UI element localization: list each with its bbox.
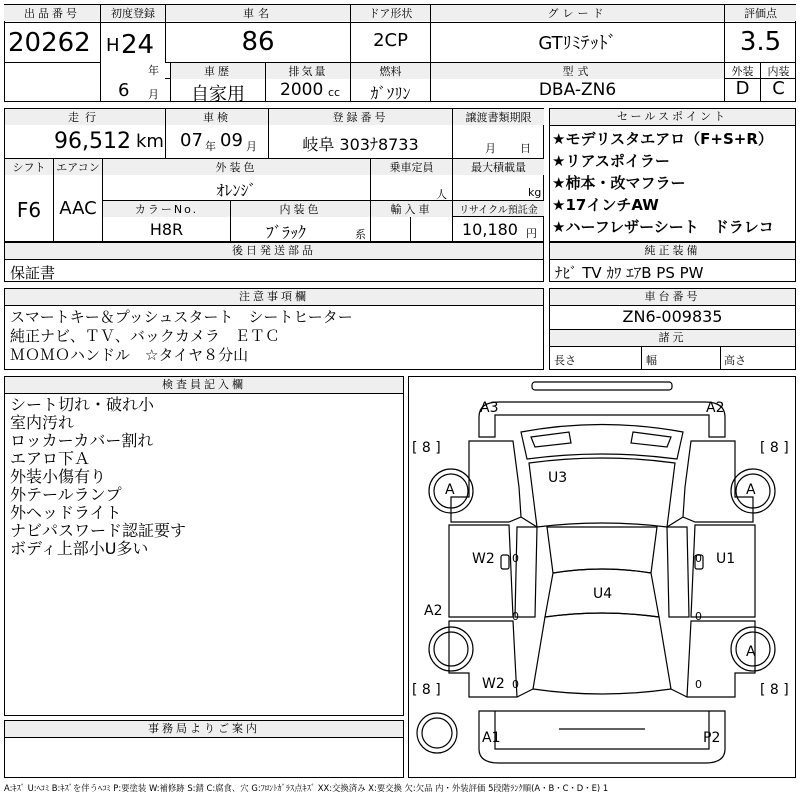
- displacement-label: 排気量: [266, 63, 350, 79]
- chassis-number: ZN6-009835: [622, 307, 723, 326]
- lot-label: 出品番号: [4, 5, 100, 21]
- damage-mark: U1: [716, 551, 736, 567]
- inspector-line: 室内汚れ: [10, 413, 75, 432]
- notes-label: 注意事項欄: [5, 289, 543, 306]
- int-color-unit: 系: [355, 228, 366, 241]
- notes-lines: [10, 308, 353, 365]
- damage-mark: P2: [703, 730, 721, 746]
- inspection-month-unit: 月: [246, 140, 257, 153]
- genuine-equipment-value: ﾅﾋﾞ TV ｶﾜ ｴｱB PS PW: [555, 264, 704, 282]
- car-diagram-svg: [409, 377, 795, 777]
- year-unit: 年: [148, 64, 159, 77]
- grade-label: グレード: [431, 5, 724, 21]
- indicator-mark: 0: [695, 678, 702, 691]
- damage-diagram: [408, 376, 796, 778]
- ext-color-label: 外装色: [103, 159, 370, 175]
- note-line: スマートキー＆プッシュスタート シートヒーター: [10, 308, 353, 326]
- tread-value: 8: [769, 440, 779, 456]
- damage-mark: A2: [706, 400, 725, 416]
- score-label: 評価点: [725, 5, 796, 21]
- height-label: 高さ: [724, 354, 746, 367]
- mileage: 96,512: [54, 129, 131, 154]
- damage-mark: W2: [472, 551, 495, 567]
- lot-number: 20262: [8, 28, 91, 58]
- tire-tread-front-left: [ 8 ]: [412, 682, 441, 698]
- tire-tread-front-right: [ 8 ]: [760, 682, 789, 698]
- damage-mark: A1: [482, 730, 501, 746]
- fuel-label: 燃料: [351, 63, 430, 79]
- inspection-label: 車検: [166, 109, 268, 125]
- legend-text: A:ｷｽﾞ U:ﾍｺﾐ B:ｷｽﾞを伴うﾍｺﾐ P:要塗装 W:補修跡 S:錆 C:腐食、穴 G:ﾌﾛﾝﾄｶﾞﾗｽ点ｷｽﾞ XX:交換済み X:要交換 欠:欠品 内・外装評価 5段階ﾗﾝｸ順(A・B・C・D・E) 1: [4, 783, 609, 793]
- inspection-month: 09: [220, 130, 243, 151]
- tire-tread-rear-right: [ 8 ]: [760, 440, 789, 456]
- selling-point: ★17インチAW: [552, 196, 659, 214]
- tread-value: 8: [421, 440, 431, 456]
- chassis-label: 車台番号: [550, 289, 795, 306]
- mileage-label: 走行: [5, 109, 165, 125]
- later-parts-value: 保証書: [10, 264, 56, 282]
- color-no-label: カラーNo.: [103, 201, 230, 217]
- car-name: 86: [241, 27, 275, 57]
- damage-mark: W2: [482, 676, 505, 692]
- recycle-amount: 10,180: [462, 220, 518, 239]
- indicator-mark: 0: [512, 552, 519, 565]
- model-label: 型式: [431, 63, 724, 79]
- exterior-label: 外装: [731, 65, 754, 78]
- door-label: ドア形状: [351, 5, 430, 21]
- ext-color: ｵﾚﾝｼﾞ: [216, 181, 257, 200]
- indicator-mark: 0: [695, 552, 702, 565]
- selling-points-label: セールスポイント: [550, 109, 795, 126]
- indicator-mark: 0: [512, 610, 519, 623]
- inspection-year-unit: 年: [205, 140, 216, 153]
- car-name-label: 車名: [166, 5, 350, 21]
- dims-label: 諸元: [550, 329, 795, 347]
- transfer-day: 日: [520, 142, 531, 155]
- inspector-line: 外テールランプ: [10, 485, 122, 504]
- inspector-line: ロッカーカバー割れ: [10, 431, 154, 450]
- damage-mark: A2: [424, 603, 443, 619]
- tire-tread-rear-left: [ 8 ]: [412, 440, 441, 456]
- inspector-lines: [10, 396, 186, 558]
- damage-mark: A: [746, 482, 756, 498]
- damage-mark: A: [746, 644, 756, 660]
- transfer-month: 月: [485, 142, 496, 155]
- exterior-grade: D: [735, 78, 750, 99]
- inspector-label: 検査員記入欄: [5, 377, 403, 394]
- genuine-equipment-label: 純正装備: [550, 243, 795, 260]
- damage-mark: U3: [548, 470, 568, 486]
- tread-value: 8: [421, 682, 431, 698]
- ac-label: エアコン: [54, 159, 102, 175]
- selling-points-list: [552, 128, 796, 238]
- shift: F6: [16, 198, 42, 222]
- capacity-label: 乗車定員: [371, 159, 452, 175]
- damage-mark: A: [445, 482, 455, 498]
- max-load-unit: kg: [528, 186, 542, 199]
- indicator-mark: 0: [512, 678, 519, 691]
- inspector-line: ボディ上部小U多い: [10, 539, 149, 558]
- shift-label: シフト: [5, 159, 53, 175]
- color-no: H8R: [149, 220, 184, 239]
- note-line: ＭＯＭＯハンドル ☆タイヤ８分山: [10, 346, 249, 364]
- reg-number: 岐阜 303ﾅ8733: [302, 135, 419, 154]
- displacement-unit: cc: [328, 86, 341, 99]
- selling-point: ★リアスポイラー: [552, 152, 670, 170]
- import-label: 輸入車: [371, 201, 452, 217]
- recycle-unit: 円: [526, 227, 537, 240]
- max-load-label: 最大積載量: [453, 159, 544, 175]
- int-color: ﾌﾞﾗｯｸ: [265, 223, 306, 242]
- month-unit: 月: [148, 88, 159, 101]
- capacity-unit: 人: [436, 188, 447, 201]
- width-label: 幅: [646, 354, 657, 367]
- length-label: 長さ: [554, 354, 576, 367]
- inspection-year: 07: [180, 130, 203, 151]
- interior-grade: C: [772, 78, 785, 99]
- selling-point: ★モデリスタエアロ（F+S+R）: [552, 130, 773, 148]
- tread-value: 8: [769, 682, 779, 698]
- later-parts-label: 後日発送部品: [5, 243, 543, 260]
- inspector-line: ナビパスワード認証要す: [10, 521, 187, 540]
- indicator-mark: 0: [695, 610, 702, 623]
- transfer-label: 譲渡書類期限: [453, 109, 544, 125]
- reg-year: 24: [121, 30, 155, 60]
- int-color-label: 内装色: [231, 201, 370, 217]
- displacement: 2000: [280, 80, 324, 100]
- model-code: DBA-ZN6: [538, 80, 617, 100]
- selling-point: ★ハーフレザーシート ドラレコ: [552, 218, 774, 236]
- recycle-label: リサイクル預託金: [453, 201, 544, 216]
- reg-no-label: 登録番号: [269, 109, 452, 125]
- score: 3.5: [739, 27, 782, 57]
- history: 自家用: [191, 84, 245, 105]
- ac: AAC: [59, 198, 97, 219]
- history-label: 車歴: [171, 63, 265, 79]
- reg-month: 6: [118, 80, 130, 101]
- damage-mark: U4: [593, 586, 613, 602]
- mileage-unit: km: [136, 131, 164, 152]
- inspector-line: 外ヘッドライト: [10, 503, 122, 522]
- note-line: 純正ナビ、ＴＶ、バックカメラ ＥＴＣ: [10, 327, 280, 345]
- inspector-line: シート切れ・破れ小: [10, 395, 155, 414]
- damage-mark: A3: [480, 400, 499, 416]
- grade: GTﾘﾐﾃｯﾄﾞ: [538, 33, 617, 54]
- fuel: ｶﾞｿﾘﾝ: [370, 84, 411, 103]
- first-reg-label: 初度登録: [101, 5, 165, 21]
- era: H: [106, 35, 120, 56]
- door-type: 2CP: [373, 30, 408, 51]
- inspector-line: 外装小傷有り: [10, 467, 107, 486]
- selling-point: ★柿本・改マフラー: [552, 174, 686, 192]
- interior-label: 内装: [767, 65, 790, 78]
- inspector-line: エアロ下Ａ: [10, 449, 91, 468]
- office-label: 事務局よりご案内: [5, 721, 403, 738]
